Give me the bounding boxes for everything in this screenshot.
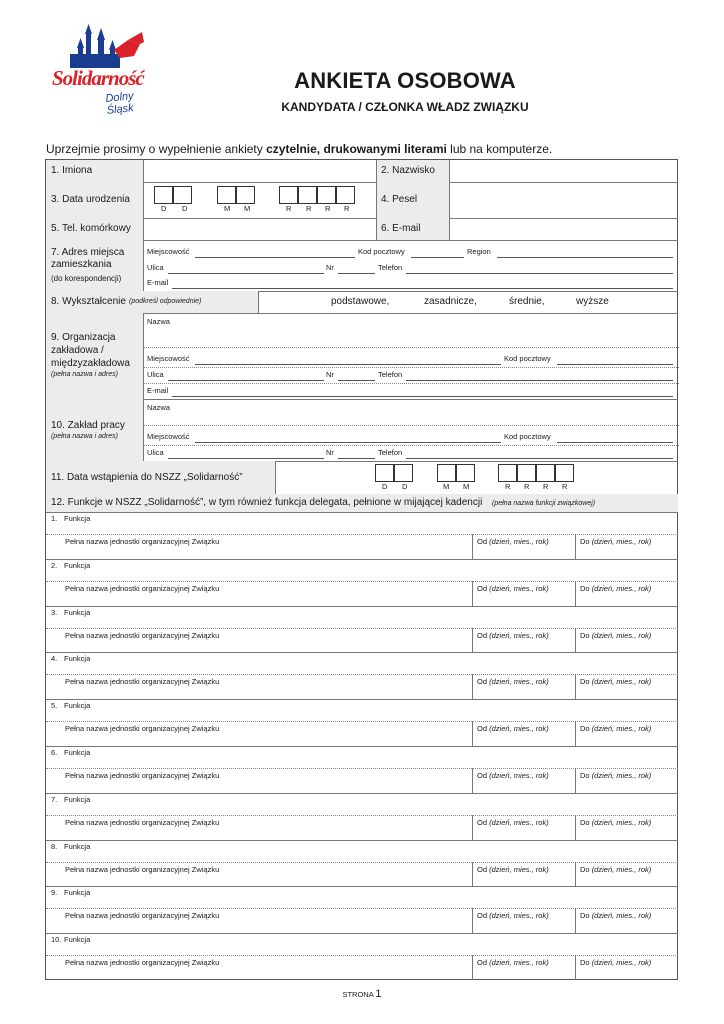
date-label-r: R xyxy=(543,482,549,491)
od-label xyxy=(477,865,549,874)
pesel-input[interactable] xyxy=(449,182,678,218)
funkcja-input[interactable] xyxy=(46,955,678,956)
field-telefon: Telefon xyxy=(378,263,403,272)
email-input[interactable] xyxy=(449,218,678,240)
date-label-m: M xyxy=(463,482,470,491)
kod-line[interactable] xyxy=(557,442,673,443)
funkcja-input[interactable] xyxy=(46,862,678,863)
option-podstawowe[interactable]: podstawowe, xyxy=(331,296,390,307)
date-label-d: D xyxy=(161,204,167,213)
funkcje-header-hint: (pełna nazwa funkcji związkowej) xyxy=(492,500,596,507)
label-organizacja-2: zakładowa / xyxy=(51,345,104,356)
row-divider xyxy=(46,793,678,794)
data-urodzenia-input[interactable] xyxy=(143,182,376,218)
wstapienie-input[interactable] xyxy=(275,461,678,494)
funkcja-label: Funkcja xyxy=(64,748,91,757)
telefon-line[interactable] xyxy=(406,458,673,459)
funkcja-label: Funkcja xyxy=(64,514,91,523)
divider xyxy=(575,768,576,793)
divider xyxy=(575,862,576,887)
od-hint: (dzień, mies., rok) xyxy=(489,771,549,780)
do-label xyxy=(580,771,651,780)
field-miejscowosc: Miejscowość xyxy=(147,354,190,363)
funkcja-input[interactable] xyxy=(46,815,678,816)
row-divider xyxy=(46,559,678,560)
funkcja-label: Funkcja xyxy=(64,607,91,617)
funkcja-input[interactable] xyxy=(46,581,678,582)
date-box[interactable] xyxy=(298,186,317,204)
label-nazwisko xyxy=(376,160,449,182)
funkcja-number: 10. xyxy=(51,935,62,945)
row-divider xyxy=(46,746,678,747)
jednostka-label: Pełna nazwa jednostki organizacyjnej Związku xyxy=(65,771,220,780)
label-tel-text: 5. Tel. komórkowy xyxy=(51,223,131,234)
funkcja-label: Funkcja xyxy=(64,888,91,898)
jednostka-label: Pełna nazwa jednostki organizacyjnej Związku xyxy=(65,864,220,874)
jednostka-label: Pełna nazwa jednostki organizacyjnej Związku xyxy=(65,583,220,593)
do-label xyxy=(580,958,651,967)
do-hint: (dzień, mies., rok) xyxy=(591,630,652,640)
imiona-input[interactable] xyxy=(143,160,376,182)
field-kod: Kod pocztowy xyxy=(504,432,551,441)
od-label xyxy=(477,771,549,780)
logo-region: Dolny Śląsk xyxy=(104,90,135,117)
od-hint: (dzień, mies., rok) xyxy=(489,583,549,593)
do-hint: (dzień, mies., rok) xyxy=(591,537,652,546)
jednostka-label: Pełna nazwa jednostki organizacyjnej Związku xyxy=(65,817,220,827)
do-text: Do xyxy=(580,911,590,921)
do-hint: (dzień, mies., rok) xyxy=(591,677,652,687)
date-box[interactable] xyxy=(394,464,413,482)
field-nr: Nr xyxy=(326,448,334,457)
jednostka-label: Pełna nazwa jednostki organizacyjnej Związku xyxy=(65,724,220,734)
row-divider xyxy=(46,699,678,700)
funkcja-number: 5. xyxy=(51,701,58,711)
funkcja-input[interactable] xyxy=(46,534,678,535)
label-wyksztalcenie-hint: (podkreśl odpowiednie) xyxy=(129,298,202,305)
field-email: E-mail xyxy=(147,278,169,287)
funkcja-label: Funkcja xyxy=(64,701,91,711)
od-text: Od xyxy=(477,958,488,968)
od-label xyxy=(477,584,549,593)
do-text: Do xyxy=(580,771,590,780)
kod-line[interactable] xyxy=(557,364,673,365)
od-hint: (dzień, mies., rok) xyxy=(489,911,549,921)
do-label xyxy=(580,537,651,546)
funkcja-label: Funkcja xyxy=(64,794,91,804)
od-label xyxy=(477,677,549,686)
do-text: Do xyxy=(580,537,590,546)
funkcja-number: 8. xyxy=(51,841,58,851)
label-imiona-text: 1. Imiona xyxy=(51,165,93,176)
label-wstapienie-text: 11. Data wstąpienia do NSZZ „Solidarność” xyxy=(51,472,243,483)
field-ulica: Ulica xyxy=(147,263,164,272)
date-box[interactable] xyxy=(456,464,475,482)
do-label xyxy=(580,818,651,827)
funkcja-label: Funkcja xyxy=(64,654,91,664)
do-text: Do xyxy=(580,677,590,687)
od-text: Od xyxy=(477,677,488,687)
date-label-r: R xyxy=(562,482,568,491)
nazwa-area[interactable] xyxy=(144,347,679,348)
do-hint: (dzień, mies., rok) xyxy=(591,958,652,968)
do-text: Do xyxy=(580,724,590,734)
label-pesel-text: 4. Pesel xyxy=(381,194,418,205)
tel-komorkowy-input[interactable] xyxy=(143,218,376,240)
date-box[interactable] xyxy=(555,464,574,482)
date-box[interactable] xyxy=(279,186,298,204)
wyksztalcenie-options xyxy=(258,291,678,313)
option-zasadnicze[interactable]: zasadnicze, xyxy=(424,296,477,307)
do-text: Do xyxy=(580,583,590,593)
divider xyxy=(472,862,473,887)
divider xyxy=(575,628,576,653)
nr-line[interactable] xyxy=(338,273,375,274)
od-text: Od xyxy=(477,630,488,640)
email-line[interactable] xyxy=(172,288,673,289)
page-subtitle: KANDYDATA / CZŁONKA WŁADZ ZWIĄZKU xyxy=(281,100,529,114)
label-adres xyxy=(46,240,143,291)
od-text: Od xyxy=(477,537,488,546)
do-hint: (dzień, mies., rok) xyxy=(591,911,652,921)
row-divider xyxy=(46,840,678,841)
label-imiona xyxy=(46,160,143,182)
funkcje-header-text: 12. Funkcje w NSZZ „Solidarność”, w tym również funkcja delegata, pełnione w mijającej kadencji xyxy=(51,497,483,508)
funkcja-label: Funkcja xyxy=(64,935,91,945)
date-box[interactable] xyxy=(173,186,192,204)
od-label xyxy=(477,818,549,827)
date-label-m: M xyxy=(244,204,251,213)
row-divider xyxy=(46,652,678,653)
nr-line[interactable] xyxy=(338,458,375,459)
funkcja-input[interactable] xyxy=(46,768,678,769)
date-label-r: R xyxy=(306,204,312,213)
page-title: ANKIETA OSOBOWA xyxy=(294,68,516,93)
date-label-d: D xyxy=(382,482,388,491)
date-label-m: M xyxy=(224,204,231,213)
kod-line[interactable] xyxy=(411,257,464,258)
od-label xyxy=(477,631,549,640)
od-hint: (dzień, mies., rok) xyxy=(489,537,549,546)
date-box[interactable] xyxy=(375,464,394,482)
label-email-text: 6. E-mail xyxy=(381,223,421,234)
divider xyxy=(472,534,473,559)
do-label xyxy=(580,677,651,686)
do-label xyxy=(580,631,651,640)
nazwisko-input[interactable] xyxy=(449,160,678,182)
option-wyzsze[interactable]: wyższe xyxy=(576,296,609,307)
date-box[interactable] xyxy=(217,186,236,204)
jednostka-label: Pełna nazwa jednostki organizacyjnej Związku xyxy=(65,911,220,921)
divider xyxy=(575,908,576,933)
intro-prefix: Uprzejmie prosimy o wypełnienie ankiety xyxy=(46,142,267,156)
intro-suffix: lub na komputerze. xyxy=(446,142,553,156)
email-line[interactable] xyxy=(172,396,673,397)
form-table xyxy=(45,159,678,980)
label-adres-sub: (do korespondencji) xyxy=(51,274,122,283)
od-hint: (dzień, mies., rok) xyxy=(489,630,549,640)
od-label xyxy=(477,958,549,967)
divider xyxy=(472,721,473,746)
funkcja-number: 2. xyxy=(51,560,58,570)
field-ulica: Ulica xyxy=(147,370,164,379)
label-zaklad-sub: (pełna nazwa i adres) xyxy=(51,433,118,440)
field-telefon: Telefon xyxy=(378,448,403,457)
label-data-urodzenia-text: 3. Data urodzenia xyxy=(51,194,130,205)
label-data-urodzenia xyxy=(46,182,143,218)
intro-bold: czytelnie, drukowanymi literami xyxy=(266,142,447,156)
page-footer xyxy=(0,988,724,1000)
od-text: Od xyxy=(477,817,488,827)
funkcja-label: Funkcja xyxy=(64,560,91,570)
label-organizacja xyxy=(46,313,143,399)
funkcja-input[interactable] xyxy=(46,721,678,722)
label-zaklad-text: 10. Zakład pracy xyxy=(51,420,125,431)
divider xyxy=(575,674,576,699)
intro-text xyxy=(46,142,552,156)
logo-wordmark: Solidarność xyxy=(52,66,144,90)
do-label xyxy=(580,724,651,733)
jednostka-label: Pełna nazwa jednostki organizacyjnej Związku xyxy=(65,630,220,640)
region-line[interactable] xyxy=(497,257,673,258)
row-divider xyxy=(46,606,678,607)
field-nazwa: Nazwa xyxy=(147,403,170,412)
od-hint: (dzień, mies., rok) xyxy=(489,817,549,827)
funkcja-input[interactable] xyxy=(46,628,678,629)
field-email: E-mail xyxy=(147,386,169,395)
date-label-r: R xyxy=(505,482,511,491)
form-title-block xyxy=(0,68,724,114)
label-organizacja-1: 9. Organizacja xyxy=(51,332,116,343)
date-label-r: R xyxy=(344,204,350,213)
label-pesel xyxy=(376,182,449,218)
divider xyxy=(472,955,473,980)
funkcja-input[interactable] xyxy=(46,908,678,909)
divider xyxy=(472,674,473,699)
date-label-r: R xyxy=(286,204,292,213)
do-hint: (dzień, mies., rok) xyxy=(591,817,652,827)
date-label-d: D xyxy=(402,482,408,491)
od-text: Od xyxy=(477,911,488,921)
funkcja-label: Funkcja xyxy=(64,841,91,851)
od-text: Od xyxy=(477,724,488,734)
date-label-r: R xyxy=(524,482,530,491)
funkcja-number: 7. xyxy=(51,794,58,804)
label-tel-komorkowy xyxy=(46,218,143,240)
funkcja-number: 9. xyxy=(51,888,58,898)
date-box[interactable] xyxy=(154,186,173,204)
funkcja-input[interactable] xyxy=(46,674,678,675)
field-ulica: Ulica xyxy=(147,448,164,457)
do-label xyxy=(580,584,651,593)
label-wyksztalcenie xyxy=(46,291,258,313)
do-hint: (dzień, mies., rok) xyxy=(591,771,652,780)
date-box[interactable] xyxy=(236,186,255,204)
miejscowosc-line[interactable] xyxy=(195,364,501,365)
ulica-line[interactable] xyxy=(168,273,324,274)
od-hint: (dzień, mies., rok) xyxy=(489,724,549,734)
option-srednie[interactable]: średnie, xyxy=(509,296,545,307)
ulica-line[interactable] xyxy=(168,458,324,459)
funkcja-number: 3. xyxy=(51,607,58,617)
funkcje-header xyxy=(46,494,678,512)
od-hint: (dzień, mies., rok) xyxy=(489,864,549,874)
field-miejscowosc: Miejscowość xyxy=(147,432,190,441)
label-zaklad xyxy=(46,399,143,461)
do-label xyxy=(580,865,651,874)
field-region: Region xyxy=(467,247,491,256)
date-label-d: D xyxy=(182,204,188,213)
divider xyxy=(575,581,576,606)
od-text: Od xyxy=(477,771,488,780)
date-box[interactable] xyxy=(498,464,517,482)
divider xyxy=(575,534,576,559)
page-number: 1 xyxy=(375,988,382,1000)
label-organizacja-3: międzyzakładowa xyxy=(51,358,130,369)
divider xyxy=(575,955,576,980)
divider xyxy=(575,815,576,840)
field-telefon: Telefon xyxy=(378,370,403,379)
adres-fields xyxy=(143,240,678,291)
row-divider xyxy=(46,933,678,934)
do-label xyxy=(580,911,651,920)
date-label-m: M xyxy=(443,482,450,491)
od-label xyxy=(477,537,549,546)
zaklad-fields xyxy=(143,399,678,461)
field-miejscowosc: Miejscowość xyxy=(147,247,190,256)
row-divider xyxy=(46,886,678,887)
date-label-r: R xyxy=(325,204,331,213)
ulica-line[interactable] xyxy=(168,380,324,381)
funkcja-number: 4. xyxy=(51,654,58,664)
label-organizacja-sub: (pełna nazwa i adres) xyxy=(51,371,118,378)
telefon-line[interactable] xyxy=(406,380,673,381)
jednostka-label: Pełna nazwa jednostki organizacyjnej Związku xyxy=(65,537,220,546)
field-nazwa: Nazwa xyxy=(147,317,170,326)
field-nr: Nr xyxy=(326,263,334,272)
divider xyxy=(472,815,473,840)
jednostka-label: Pełna nazwa jednostki organizacyjnej Związku xyxy=(65,958,220,968)
do-hint: (dzień, mies., rok) xyxy=(591,864,652,874)
date-box[interactable] xyxy=(437,464,456,482)
od-label xyxy=(477,911,549,920)
od-hint: (dzień, mies., rok) xyxy=(489,958,549,968)
label-wyksztalcenie-text: 8. Wykształcenie xyxy=(51,296,126,307)
label-email xyxy=(376,218,449,240)
jednostka-label: Pełna nazwa jednostki organizacyjnej Związku xyxy=(65,677,220,687)
do-hint: (dzień, mies., rok) xyxy=(591,724,652,734)
od-hint: (dzień, mies., rok) xyxy=(489,677,549,687)
funkcja-number: 1. xyxy=(51,514,58,523)
label-adres-text: 7. Adres miejsca zamieszkania xyxy=(51,247,125,270)
do-text: Do xyxy=(580,958,590,968)
funkcja-number: 6. xyxy=(51,748,58,757)
divider xyxy=(472,768,473,793)
field-kod: Kod pocztowy xyxy=(358,247,405,256)
do-text: Do xyxy=(580,864,590,874)
divider xyxy=(472,908,473,933)
nazwa-area[interactable] xyxy=(144,425,679,426)
field-nr: Nr xyxy=(326,370,334,379)
do-hint: (dzień, mies., rok) xyxy=(591,583,652,593)
miejscowosc-line[interactable] xyxy=(195,442,501,443)
od-text: Od xyxy=(477,583,488,593)
footer-label: STRONA xyxy=(342,990,374,999)
date-box[interactable] xyxy=(317,186,336,204)
organizacja-fields xyxy=(143,313,678,399)
od-text: Od xyxy=(477,864,488,874)
do-text: Do xyxy=(580,630,590,640)
telefon-line[interactable] xyxy=(406,273,673,274)
miejscowosc-line[interactable] xyxy=(195,257,355,258)
do-text: Do xyxy=(580,817,590,827)
field-kod: Kod pocztowy xyxy=(504,354,551,363)
date-box[interactable] xyxy=(536,464,555,482)
date-box[interactable] xyxy=(517,464,536,482)
label-nazwisko-text: 2. Nazwisko xyxy=(381,165,435,176)
divider xyxy=(472,581,473,606)
divider xyxy=(472,628,473,653)
nr-line[interactable] xyxy=(338,380,375,381)
divider xyxy=(575,721,576,746)
od-label xyxy=(477,724,549,733)
label-wstapienie xyxy=(46,461,275,494)
date-box[interactable] xyxy=(336,186,355,204)
